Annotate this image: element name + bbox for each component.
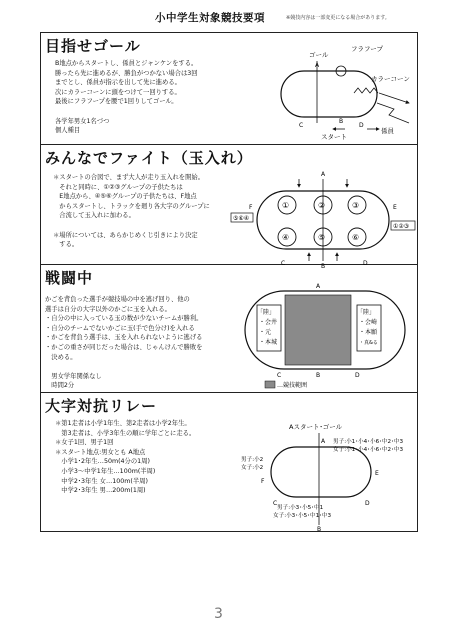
hoop-label: フラフープ <box>351 45 383 53</box>
relay-course-diagram <box>237 413 417 531</box>
section-body: かごを背負った選手が競技場の中を逃げ回り、他の 選手は自分の大字以外のかごに玉を入れる。 ・自分の中に入っている玉の数が少ないチームが勝利。 ・自分のチームでないかごに玉(手で色分け)を入れる ・かごを背負う選手は、玉を入れられないように逃げる ・かごの重さが同じだった場合は、じゃんけんで勝敗を 決める。 男女学年関係なし 時間2分 <box>45 296 203 390</box>
section-body: ＊第1走者は小学1年生、第2走者は小学2年生。 第3走者は、小学3年生の順に学年ごとに走る。 ＊女子1回、男子1回 ＊スタート地点:男女とも A地点 小学1･2年生…50m(4分の1周) 小学3〜中学1年生…100m(半周) 中学2･3年生 女…100m(半周) 中学2･3年生 男…200m(1周) <box>55 420 196 495</box>
section-title: 大字対抗リレー <box>45 397 158 415</box>
point-a: A <box>321 438 326 445</box>
point-e: E <box>375 470 379 477</box>
rules-frame <box>40 32 418 532</box>
cone-label: カラーコーン <box>371 75 410 83</box>
section-body: ＊スタートの合図で、まず大人が走り玉入れを開始。 それと同時に、①②③グループの子供たちは E地点から、④⑤⑥グループの子供たちは、F地点 からスタートし、トラックを廻り各大字のグループに 合流して玉入れに加わる。 ＊場所については、あらかじめくじ引きにより決定 する。 <box>53 174 210 249</box>
left-box-line-1: 「陸」 <box>257 309 276 316</box>
left-boys: 男子:小2 <box>241 457 264 463</box>
left-box-line-4: ・本城 <box>259 339 278 346</box>
start-goal-label: Aスタート･ゴール <box>289 423 343 431</box>
point-d: D <box>363 260 368 267</box>
right-box-line-4: ・真&る <box>359 340 378 346</box>
page-number: 3 <box>214 606 223 622</box>
point-f: F <box>249 204 253 211</box>
section-title: みんなでファイト（玉入れ） <box>45 149 253 167</box>
basket-4: ④ <box>282 233 290 242</box>
point-d: D <box>365 500 370 507</box>
goal-course-diagram <box>259 41 417 145</box>
basket-3: ③ <box>352 201 360 210</box>
section-battle <box>41 265 417 393</box>
right-box-line-3: ・本願 <box>359 329 378 336</box>
left-box-line-2: ・会井 <box>259 319 278 326</box>
section-goal <box>41 33 417 145</box>
point-c: C <box>277 372 282 379</box>
right-box-line-2: ・会崎 <box>359 319 378 326</box>
point-d: D <box>359 122 364 129</box>
goal-label: ゴール <box>309 51 329 59</box>
point-b: B <box>321 263 326 269</box>
point-b: B <box>339 118 344 125</box>
section-relay <box>41 393 417 533</box>
group-left: ⑤⑥④ <box>233 215 250 222</box>
section-tamaire <box>41 145 417 269</box>
point-c: C <box>299 122 304 129</box>
left-girls: 女子:小2 <box>241 465 264 471</box>
point-a: A <box>315 62 320 69</box>
page-title: 小中学生対象競技要項 <box>155 12 265 24</box>
left-box-line-3: ・元 <box>259 329 272 336</box>
bottom-girls: 女子:小3･小5･中1･中3 <box>273 513 332 519</box>
right-boys: 男子:小1･小4･小6･中2･中3 <box>333 439 404 445</box>
section-title: 目指せゴール <box>45 37 141 55</box>
point-c: C <box>273 500 278 507</box>
section-title: 戦闘中 <box>45 269 94 287</box>
right-girls: 女子:小1･小4･小6･中2･中3 <box>333 447 404 453</box>
point-d: D <box>355 372 360 379</box>
point-f: F <box>261 478 265 485</box>
group-right: ①②③ <box>393 223 410 230</box>
battle-field-diagram <box>237 279 415 391</box>
disclaimer-note: ※競技内容は一部変更になる場合があります。 <box>286 15 390 21</box>
start-label: スタート <box>321 133 347 141</box>
staff-label: 係員 <box>381 127 394 135</box>
basket-5: ⑤ <box>318 233 326 242</box>
point-a: A <box>321 171 326 178</box>
basket-2: ② <box>318 201 326 210</box>
section-body: B地点からスタートし、係員とジャンケンをする。 勝ったら先に進めるが、勝負がつかない場合は3回 までとし、係員が指示を出して先に進める。 次にカラーコーンに頭をつけて一回りする。 最後にフラフープを腰で1回りしてゴール。 各学年男女1名づつ 個人種目 <box>55 60 198 135</box>
right-box-line-1: 「陸」 <box>357 309 376 316</box>
basket-1: ① <box>282 201 290 210</box>
point-a: A <box>316 283 321 290</box>
point-b: B <box>316 372 321 379</box>
bottom-boys: 男子:小3･小5･中1 <box>277 505 324 511</box>
point-e: E <box>393 204 397 211</box>
point-b: B <box>317 526 322 531</box>
point-c: C <box>281 260 286 267</box>
basket-6: ⑥ <box>352 233 360 242</box>
tamaire-diagram <box>229 165 417 269</box>
legend-area: …競技範囲 <box>277 382 308 389</box>
